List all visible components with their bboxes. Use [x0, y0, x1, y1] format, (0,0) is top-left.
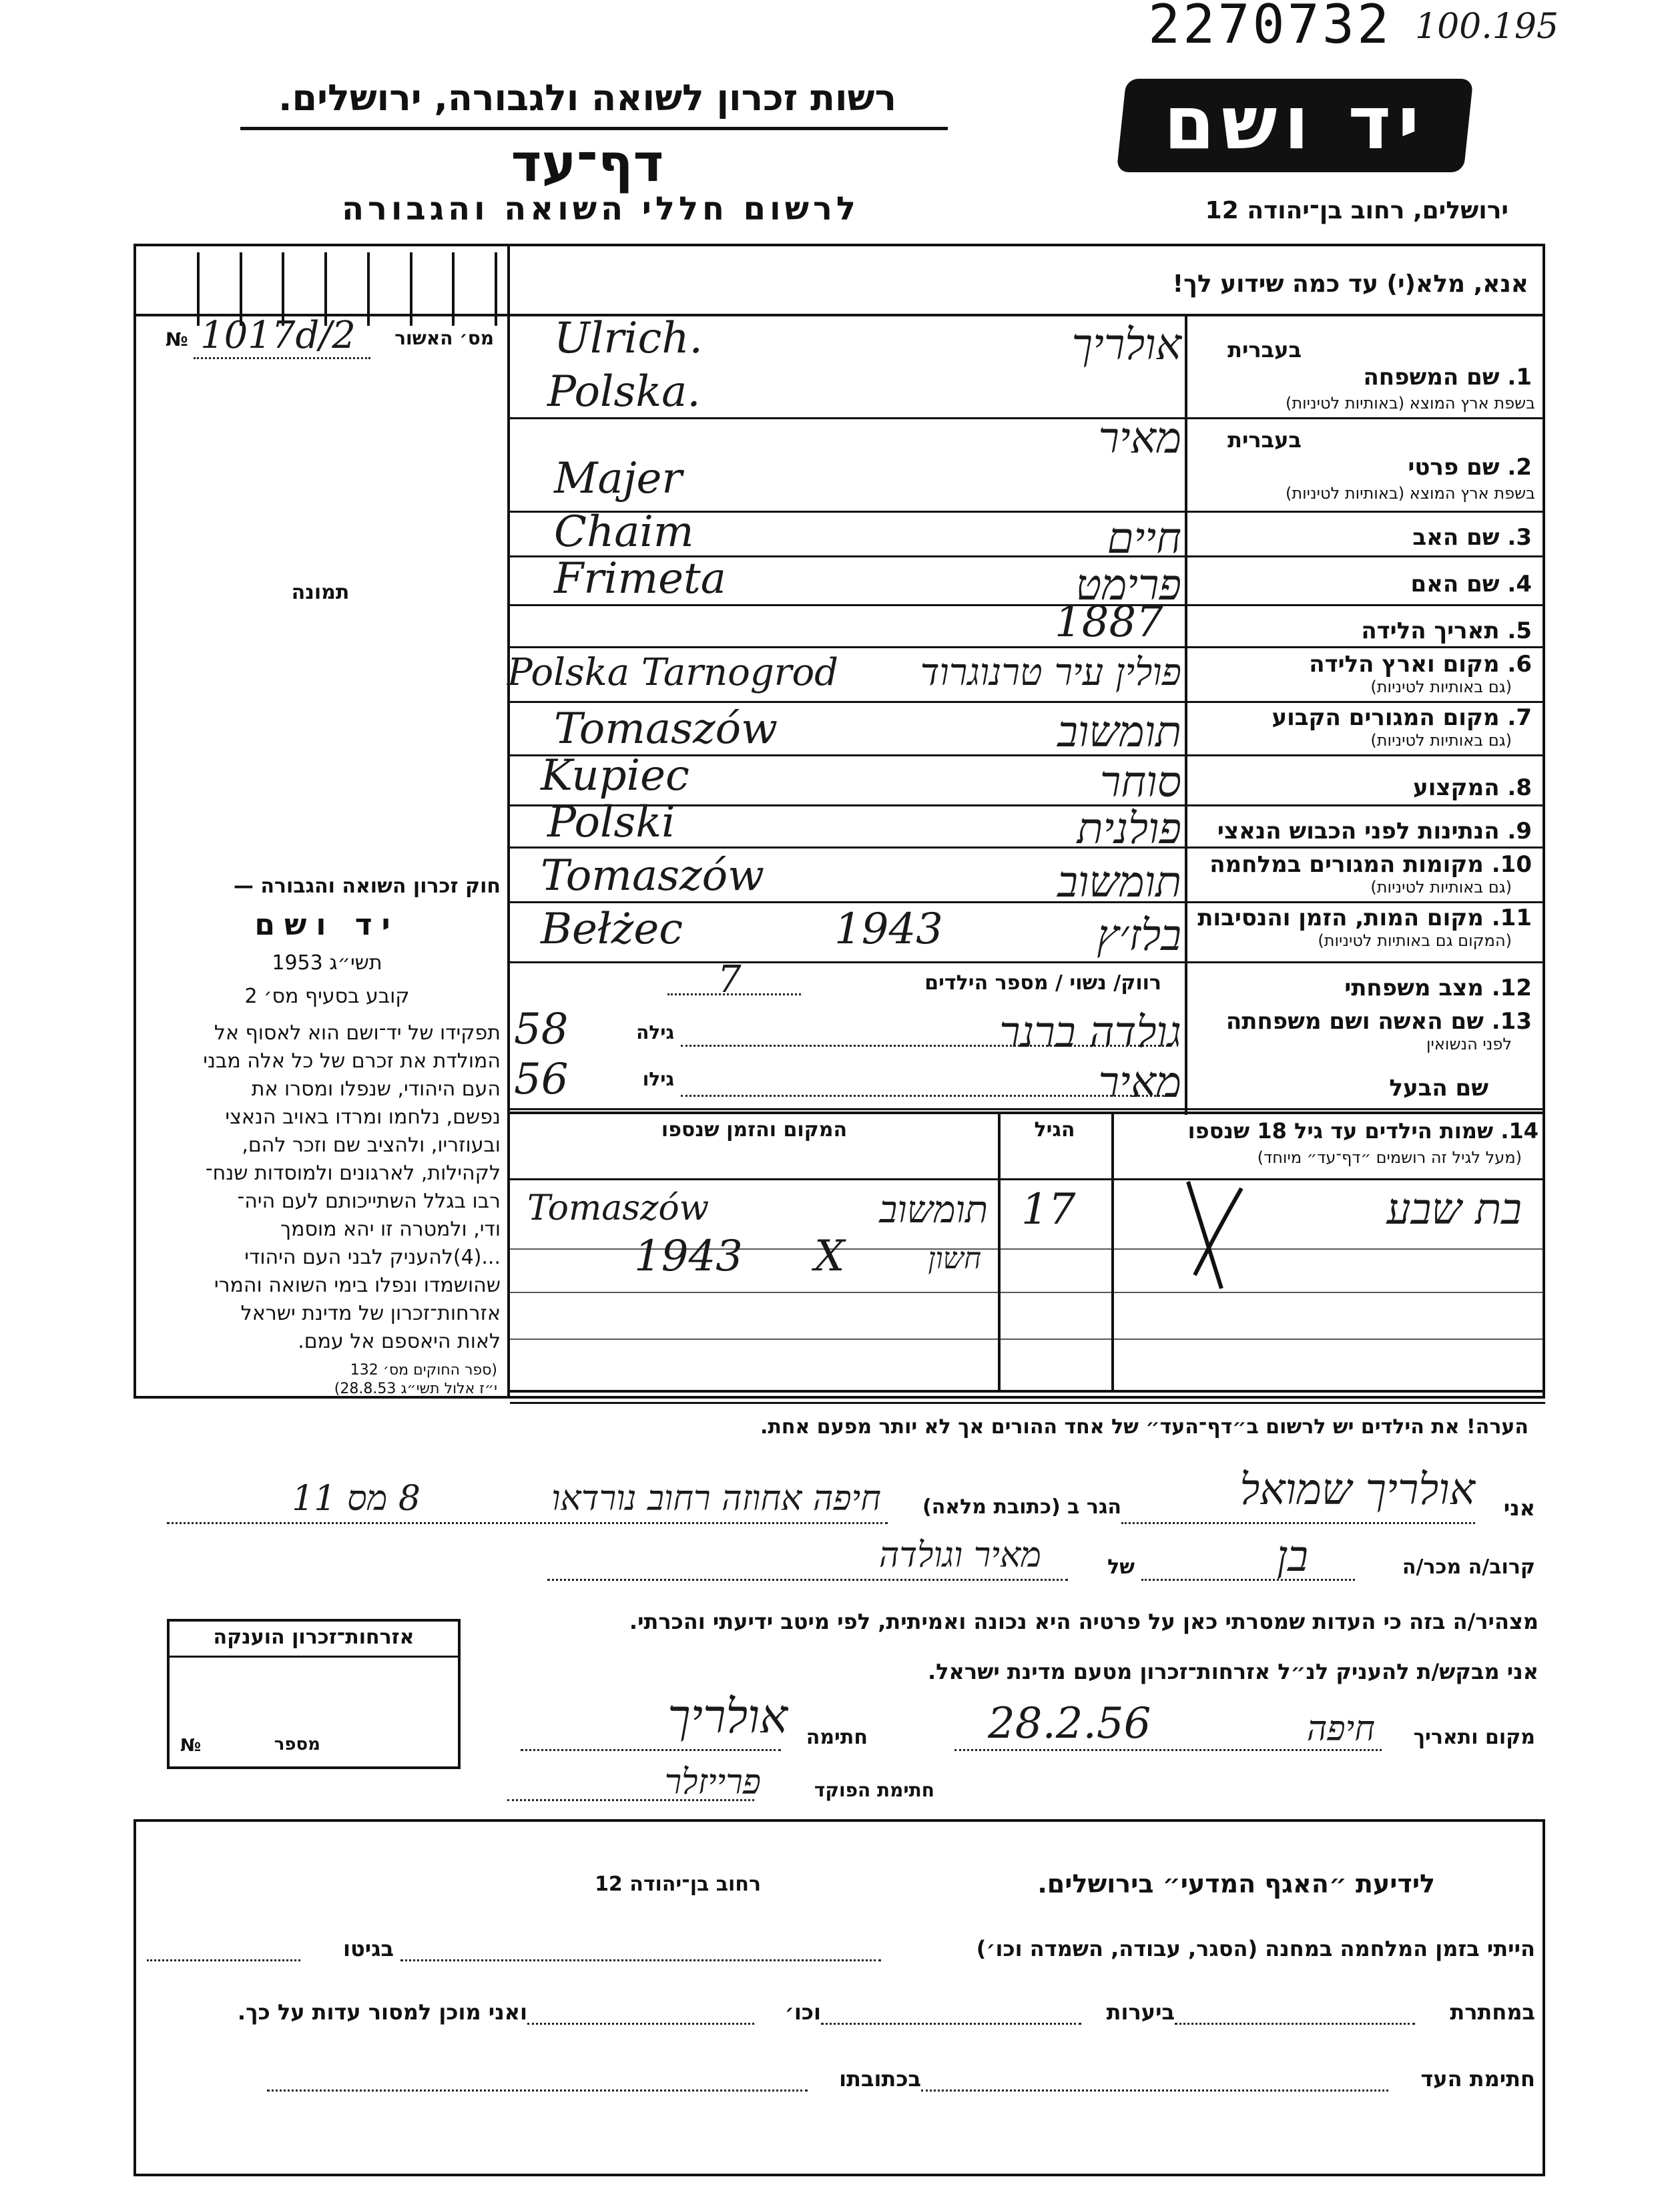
bottom-line2-dots-b: [821, 2023, 1081, 2025]
law-text-7: ודי, ולמטרה זו יהא מוסמך: [280, 1218, 501, 1241]
bottom-line2-dots-a: [1175, 2023, 1415, 2025]
form-subtitle: לרשום חללי השואה והגבורה: [342, 190, 860, 228]
field-2-he-value: מאיר: [1098, 414, 1181, 463]
field-6-he-value: פולין עיר טרנוגרוד: [920, 651, 1181, 694]
row-6-line: [510, 701, 1545, 703]
field-9-he-value: פולנית: [1077, 804, 1181, 854]
decl-signature-dots: [521, 1749, 781, 1751]
award-box-number-label: מספר: [274, 1734, 320, 1754]
law-clause: קובע בסעיף מס׳ 2: [244, 985, 410, 1008]
law-text-3: נפשם, נלחמו ומרדו באויב הנאצי: [225, 1106, 501, 1129]
decl-signature-label: חתימה: [806, 1726, 868, 1749]
decl-resides-label: הגר ב (כתובת מלאה): [922, 1495, 1121, 1519]
children-row-3: [510, 1339, 1545, 1340]
field-11-num: 11.: [1491, 905, 1532, 931]
children-header-line: [510, 1178, 1545, 1180]
child-year-value: 1943: [634, 1232, 743, 1281]
bottom-line1-label: הייתי בזמן המלחמה במחנה (הסגר, עבודה, השמדה וכו׳): [976, 1936, 1535, 1961]
field-13-num: 13.: [1491, 1008, 1532, 1035]
field-2-latin-value: Majer: [554, 454, 682, 503]
row-11-line: [510, 961, 1545, 963]
bottom-line2-start: במחתרת: [1450, 1999, 1535, 2025]
field-10-he-value: תומשוב: [1057, 858, 1181, 907]
field-8-he-value: סוחר: [1099, 758, 1181, 807]
decl-relation-value: בן: [1276, 1532, 1308, 1582]
law-text-5: לקהילות, לארגונים ולמוסדות שנח־: [205, 1162, 501, 1185]
note-text: הערה! את הילדים יש לרשום ב״דף־העד״ של אחד ההורים אך לא יותר מפעם אחת.: [760, 1415, 1528, 1439]
field-6-label: [1195, 651, 1532, 678]
row-13-line: [510, 1108, 1545, 1110]
archive-stamp-extra: 100.195: [1415, 7, 1559, 47]
field-1-sub: בשפת ארץ המוצא (באותיות לטיניות): [1286, 394, 1535, 413]
children-row-2: [510, 1292, 1545, 1293]
field-13-wife-age: 58: [514, 1005, 569, 1054]
field-6-label-text: מקום וארץ הלידה: [1309, 651, 1500, 678]
serial-dots: [194, 357, 370, 359]
field-8-label: [1195, 774, 1532, 801]
field-1-he-value: אולריך: [1071, 320, 1181, 370]
bottom-line2-etc: וכו׳: [784, 1999, 821, 2025]
field-7-sub: (גם באותיות לטיניות): [1370, 731, 1512, 750]
award-box-title: אזרחות־זכרון הוענקה: [213, 1626, 414, 1649]
field-11-he-value: בלז׳ץ: [1097, 911, 1181, 961]
law-text-2: העם היהודי, שנפלו ומסרו את: [251, 1077, 501, 1101]
field-10-latin-value: Tomaszów: [541, 851, 764, 901]
field-2-label-text: שם פרטי: [1408, 454, 1500, 481]
field-1-country-value: Polska.: [547, 367, 701, 417]
field-7-label-text: מקום המגורים הקבוע: [1272, 704, 1500, 731]
decl-i-label: אני: [1503, 1495, 1535, 1521]
field-6-num: 6.: [1507, 651, 1532, 678]
law-text-0: תפקידו של יד־ושם הוא לאסוף אל: [214, 1021, 501, 1045]
field-3-label: [1195, 524, 1532, 551]
law-text-6: רבו בגלל השתייכותם לעם היה־: [237, 1190, 501, 1213]
decl-relative-label: קרוב/ה מכר/ה: [1402, 1555, 1535, 1579]
law-text-4: ובעוזריו, ולהציב שם וזכר להם,: [242, 1134, 501, 1157]
field-4-label-text: שם האם: [1410, 571, 1500, 597]
children-label-text: שמות הילדים עד גיל 18 שנספו: [1187, 1118, 1494, 1144]
field-4-label: [1195, 571, 1532, 597]
field-11-label-text: מקום המות, הזמן והנסיבות: [1197, 905, 1484, 931]
field-5-label: [1195, 618, 1532, 644]
child-place-he: תומשוב: [879, 1188, 988, 1232]
field-1-latin-value: Ulrich.: [554, 314, 703, 363]
field-2-num: 2.: [1507, 454, 1532, 481]
husband-age: 56: [514, 1055, 569, 1104]
intro-text: אנא, מלא(י) עד כמה שידוע לך!: [1172, 270, 1528, 298]
field-2-he-tag: בעברית: [1227, 427, 1302, 453]
field-10-num: 10.: [1491, 851, 1532, 878]
field-9-num: 9.: [1507, 818, 1532, 844]
child-cross-mark-icon: [1175, 1175, 1255, 1295]
field-2-sub: בשפת ארץ המוצא (באותיות לטיניות): [1286, 484, 1535, 503]
bottom-line2-end: ואני מוכן למסור עדות על כך.: [237, 1999, 527, 2025]
field-9-label-text: הנתינות לפני הכבוש הנאצי: [1217, 818, 1500, 844]
decl-of-value: מאיר וגולדה: [878, 1535, 1041, 1575]
field-13-sub: לפני הנשואין: [1426, 1035, 1512, 1053]
row-5-line: [510, 646, 1545, 648]
field-10-label-text: מקומות המגורים במלחמה: [1209, 851, 1484, 878]
law-title: חוק זכרון השואה והגבורה —: [233, 875, 501, 898]
field-9-latin-value: Polski: [547, 798, 675, 847]
field-5-label-text: תאריך הלידה: [1361, 618, 1500, 644]
law-text-1: המולדת את זכרם של כל אלה מבני: [203, 1049, 501, 1073]
yad-vashem-logo-text: יד ושם: [1163, 80, 1426, 166]
bottom-line2-dots-c: [527, 2023, 754, 2025]
serial-label: מס׳ האשור: [394, 327, 494, 349]
law-text-8: ...(4)להעניק לבני העם היהודי: [244, 1246, 501, 1269]
bottom-title: לידיעת ״האגף המדעי״ בירושלים.: [1037, 1869, 1435, 1899]
husband-label: שם הבעל: [1389, 1075, 1488, 1102]
field-4-he-value: פרימט: [1075, 561, 1181, 610]
law-text-11: לאות היאספם אל עמם.: [298, 1330, 501, 1353]
children-col-place: המקום והזמן שנספו: [661, 1118, 848, 1142]
children-col-age: הגיל: [1034, 1118, 1075, 1142]
field-13-label-text: שם האשה ושם משפחתה: [1225, 1008, 1484, 1035]
children-col-name-divider: [1111, 1112, 1114, 1392]
field-13-age-label: גילה: [636, 1021, 674, 1043]
decl-of-dots: [547, 1579, 1068, 1581]
field-6-sub: (גם באותיות לטיניות): [1370, 678, 1512, 696]
decl-statement: מצהיר/ה בזה כי העדות שמסרתי כאן על פרטיה היא נכונה ואמיתית, לפי מיטב ידיעתי והכרתי.: [629, 1609, 1538, 1634]
decl-address-dots: [167, 1522, 888, 1524]
field-11-latin-value: Bełżec: [541, 905, 683, 954]
law-ref-2: י״ז אלול תשי״ג 28.8.53): [334, 1381, 497, 1397]
serial-no-mark: №: [166, 328, 188, 350]
field-11-label: [1195, 905, 1532, 931]
note-top-line: [510, 1402, 1545, 1404]
field-10-label: [1195, 851, 1532, 878]
bottom-line3-sig: חתימת העד: [1420, 2066, 1535, 2092]
photo-label: תמונה: [291, 581, 350, 604]
field-5-num: 5.: [1507, 618, 1532, 644]
authority-underline: [240, 127, 948, 130]
field-12-inline: רווק/ נשוי / מספר הילדים: [924, 971, 1161, 995]
field-7-num: 7.: [1507, 704, 1532, 731]
field-3-label-text: שם האב: [1412, 524, 1500, 551]
husband-he-value: מאיר: [1098, 1058, 1181, 1108]
child-name-value: בת שבע: [1386, 1185, 1522, 1234]
form-title: דף־עד: [511, 134, 664, 194]
law-text-10: אזרחות־זכרון של מדינת ישראל: [240, 1302, 501, 1325]
field-13-he-value: גולדה ברנר: [999, 1008, 1181, 1057]
decl-officer-signature: פרייזלר: [664, 1762, 761, 1802]
field-12-num: 12.: [1491, 975, 1532, 1001]
child-place-latin: Tomaszów: [527, 1188, 710, 1228]
law-ref-1: (ספר החוקים מס׳ 132: [350, 1362, 497, 1379]
decl-place-date-label: מקום ותאריך: [1413, 1726, 1535, 1749]
header-address: ירושלים, רחוב בן־יהודה 12: [1205, 197, 1508, 224]
bottom-line3-dots-b: [267, 2090, 808, 2092]
field-2-label: [1195, 454, 1532, 481]
field-12-label: [1195, 975, 1532, 1001]
field-8-label-text: המקצוע: [1413, 774, 1500, 801]
archive-stamp-number: 2270732: [1148, 0, 1392, 55]
field-3-he-value: חיים: [1107, 514, 1181, 563]
field-3-num: 3.: [1507, 524, 1532, 551]
law-text-9: שהושמדו ונפלו בימי השואה והמרי: [214, 1274, 501, 1297]
field-7-latin-value: Tomaszów: [554, 704, 778, 754]
field-4-num: 4.: [1507, 571, 1532, 597]
bottom-line3-addr: בכתובתו: [839, 2066, 921, 2092]
children-num: 14.: [1500, 1118, 1538, 1144]
children-label: [1115, 1118, 1538, 1144]
bottom-line3-dots-a: [921, 2090, 1388, 2092]
field-9-label: [1195, 818, 1532, 844]
field-5-value: 1887: [1055, 597, 1163, 647]
field-8-num: 8.: [1507, 774, 1532, 801]
decl-address-value: חיפה אחוזה רחוב נורדאו: [551, 1479, 881, 1519]
husband-age-label: גילו: [642, 1068, 674, 1090]
decl-of-label: של: [1107, 1555, 1135, 1579]
child-month-he: חשון: [928, 1242, 981, 1276]
field-12-label-text: מצב משפחתי: [1344, 975, 1484, 1001]
label-column-divider: [1185, 314, 1187, 1115]
award-box-line: [167, 1656, 461, 1658]
field-1-label: [1195, 364, 1532, 391]
children-sub: (מעל לגיל זה רושמים ״דף־עד״ מיוחד): [1257, 1148, 1522, 1167]
bottom-line1-end: בגיטו: [343, 1936, 394, 1961]
field-13-label: [1195, 1008, 1532, 1035]
children-col-age-divider: [998, 1112, 1001, 1392]
decl-place-date-value: 28.2.56: [988, 1699, 1151, 1748]
bottom-line2-forest: ביערות: [1106, 1999, 1175, 2025]
field-4-latin-value: Frimeta: [554, 554, 726, 603]
child-month-roman: X: [814, 1232, 845, 1281]
bottom-line1-dots: [400, 1959, 881, 1961]
field-7-he-value: תומשוב: [1057, 708, 1181, 757]
law-name: יד ושם: [254, 908, 400, 942]
decl-place-date-dots: [954, 1749, 1382, 1751]
decl-request: אני מבקש/ת להעניק לנ״ל אזרחות־זכרון מטעם מדינת ישראל.: [928, 1659, 1538, 1684]
field-1-he-tag: בעברית: [1227, 337, 1302, 362]
award-box-no-mark: №: [180, 1736, 202, 1756]
child-age-value: 17: [1021, 1185, 1076, 1234]
decl-officer-label: חתימת הפוקד: [814, 1779, 934, 1801]
decl-name-value: אולריך שמואל: [1239, 1465, 1475, 1515]
bottom-line1-end-dots: [147, 1959, 300, 1961]
field-12-children-value: 7: [718, 958, 742, 1001]
field-6-latin-value: Polska Tarnogrod: [507, 651, 839, 694]
children-bottom-line: [510, 1390, 1545, 1393]
decl-name-dots: [1121, 1522, 1475, 1524]
field-1-label-text: שם המשפחה: [1363, 364, 1500, 391]
children-top-line: [510, 1112, 1545, 1114]
field-8-latin-value: Kupiec: [541, 751, 689, 800]
serial-value: 1017d/2: [200, 314, 356, 357]
decl-address-num: 8 מס 11: [292, 1479, 421, 1519]
field-7-label: [1195, 704, 1532, 731]
field-3-latin-value: Chaim: [554, 507, 694, 557]
authority-title: רשות זכרון לשואה ולגבורה, ירושלים.: [278, 77, 896, 119]
field-11-sub: (המקום גם באותיות לטיניות): [1318, 931, 1512, 950]
decl-signature-value: אולריך: [667, 1689, 788, 1744]
law-year: תשי״ג 1953: [272, 951, 382, 975]
field-10-sub: (גם באותיות לטיניות): [1370, 878, 1512, 897]
bottom-address: רחוב בן־יהודה 12: [595, 1873, 761, 1896]
decl-place-date-place: חיפה: [1306, 1709, 1375, 1749]
field-1-num: 1.: [1507, 364, 1532, 391]
field-11-year-value: 1943: [834, 905, 943, 954]
